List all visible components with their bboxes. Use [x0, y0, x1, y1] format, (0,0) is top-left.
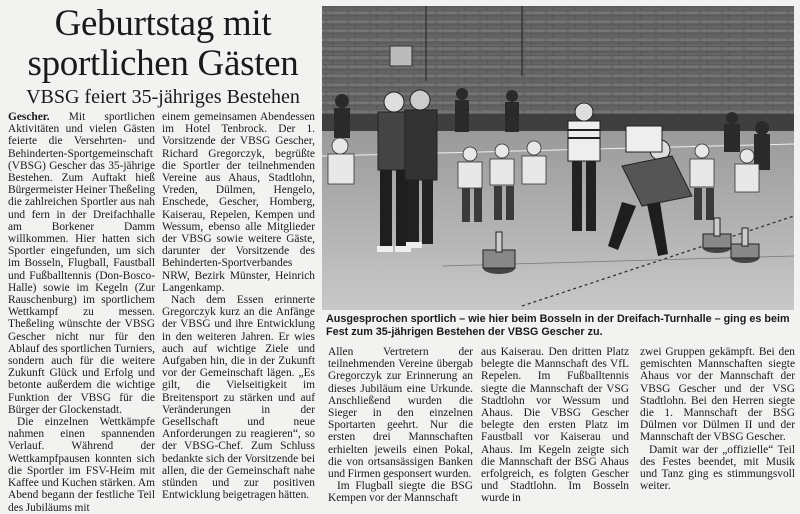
text-column-2 — [162, 111, 315, 502]
text-column-4 — [481, 346, 629, 505]
paragraph: Im Flugball siegte die BSG Kempen vor der Mannschaft — [328, 480, 473, 505]
paragraph: Allen Vertretern der teilnehmenden Vereine übergab Gregorczyk zur Erinnerung an dieses Jubiläum eine Urkunde. Anschließend wurden die Sieger in den einzelnen Sportarten geehrt. Nur die ersten drei Mannschaften erhielten jeweils einen Pokal, die von ortsansässigen Banken und Firmen gesponsert wurden. — [328, 346, 473, 481]
text-column-3 — [328, 346, 473, 505]
photo-caption: Ausgesprochen sportlich – wie hier beim Bosseln in der Dreifach-Turnhalle – ging es beim Fest zum 35-jährigen Bestehen der VBSG Gescher zu. — [326, 313, 790, 338]
paragraph: Damit war der „offizielle“ Teil des Festes beendet, mit Musik und Tanz ging es stimmungsvoll weiter. — [640, 443, 795, 493]
text-column-1 — [8, 111, 155, 514]
article-photo — [322, 6, 794, 310]
article-headline: Geburtstag mit sportlichen Gästen — [27, 3, 299, 84]
article-subheadline: VBSG feiert 35-jähriges Bestehen — [26, 86, 300, 108]
paragraph: einem gemeinsamen Abendessen im Hotel Tenbrock. Der 1. Vorsitzende der VBSG Gescher, Richard Gregorczyk, begrüßte die Sportler der teilnehmenden Vereine aus Ahaus, Stadtlohn, Vreden, Dülmen, Hengelo, Enschede, Gescher, Homberg, Kaiserau, Repelen, Kempen und Wessum, ebenso alle Mitglieder der VBSG sowie weitere Gäste, darunter der Vorsitzende des Behinderten-Sportverbandes NRW, Bezirk Münster, Heinrich Langenkamp. — [162, 111, 315, 294]
paragraph: Nach dem Essen erinnerte Gregorczyk kurz an die Anfänge der VBSG und ihre Entwicklung in den weiteren Jahren. Er wies auch auf wichtige Ziele und Aufgaben hin, die in der Zukunft vor der Gemeinschaft lägen. „Es gilt, die Vielseitigkeit im Breitensport zu stärken und auf Veränderungen in der Gesellschaft und neue Anforderungen zu reagieren“, so der VBSG-Chef. Zum Schluss bedankte sich der Vorsitzende bei allen, die der Gemeinschaft nahe stünden und zur positiven Entwicklung beigetragen hätten. — [162, 294, 315, 502]
paragraph-text: Mit sportlichen Aktivitäten und vielen Gästen feierte die Versehrten- und Behinderten-Sportgemeinschaft (VBSG) Gescher das 35-jährige Bestehen. Zum Auftakt hieß Bürgermeister Heiner Theßeling die zahlreichen Sportler aus nah und fern in der Dreifachhalle am Borkener Damm willkommen. Hier hatten sich Sportler eingefunden, um sich im Bosseln, Flugball, Faustball und Fußballtennis (Don-Bosco-Halle) sowie im Kegeln (Zur Rauschenburg) im sportlichem Wettkampf zu messen. Theßeling wünschte der VBSG Gescher nicht nur für den Ablauf des sportlichen Turniers, sondern auch für die weitere Zukunft Glück und Erfolg und betonte außerdem die wichtige Funktion der VBSG für die Bürger der Glockenstadt. — [8, 111, 156, 416]
paragraph: zwei Gruppen gekämpft. Bei den gemischten Mannschaften siegte Ahaus vor der Mannschaft der VBSG Gescher und der VSG Stadtlohn. Bei den Herren siegte die 1. Mannschaft der BSG Dülmen vor Dülmen II und der Mannschaft der VBSG Gescher. — [640, 346, 795, 444]
paragraph — [8, 111, 155, 416]
paragraph: Die einzelnen Wettkämpfe nahmen einen spannenden Verlauf. Während der Wettkampfpausen konnten sich die Sportler im FSV-Heim mit Kaffee und Kuchen stärken. Am Abend begann der festliche Teil des Jubiläums mit — [8, 416, 155, 514]
text-column-5 — [640, 346, 795, 492]
dateline: Gescher. — [8, 111, 50, 123]
paragraph: aus Kaiserau. Den dritten Platz belegte die Mannschaft des VfL Repelen. Im Fußballtennis siegte die Mannschaft der VSG Stadtlohn vor Wessum und Ahaus. Die VBSG Gescher belegte den ersten Platz im Faustball vor Kaiserau und Ahaus. Im Kegeln zeigte sich die Mannschaft der BSG Ahaus erfolgreich, es folgten Gescher und Stadtlohn. Im Bosseln wurde in — [481, 346, 629, 505]
bosseln-photo — [322, 6, 794, 310]
